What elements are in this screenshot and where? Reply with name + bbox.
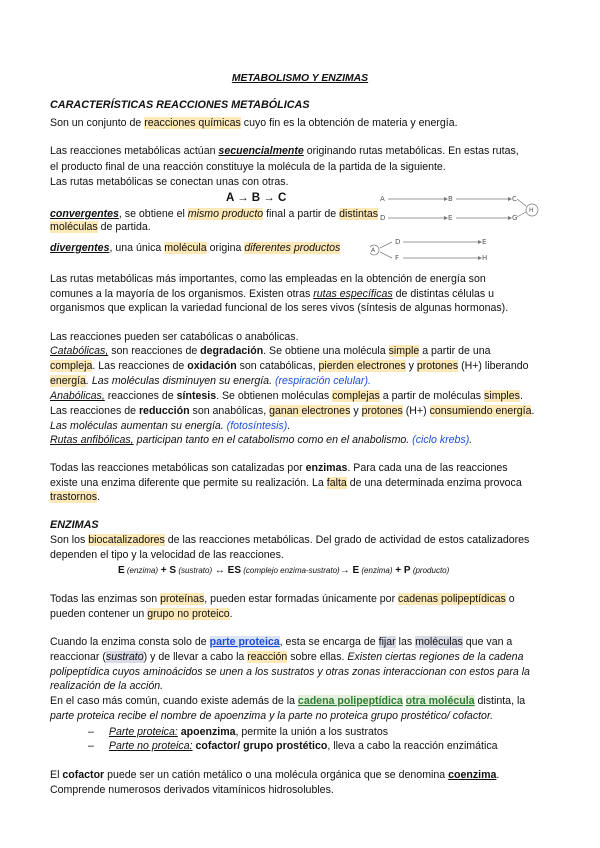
list-item: – Parte no proteica: cofactor/ grupo prostético, lleva a cabo la reacción enzimática [88,740,498,752]
diagram-label: A [380,195,385,203]
diagram-label: E [482,238,487,246]
paragraph-line: energía. Las moléculas disminuyen su energía. (respiración celular). [50,375,371,387]
paragraph-line: dependen el tipo y la velocidad de las reacciones. [50,549,284,561]
paragraph-line: En el caso más común, cuando existe además de la cadena polipeptídica otra molécula distinta, la [50,695,526,707]
paragraph-line: Las moléculas aumentan su energía. (fotosíntesis). [50,420,291,432]
section-heading-enzimas: ENZIMAS [50,519,99,531]
paragraph-line: Las reacciones pueden ser catabólicas o anabólicas. [50,331,299,343]
paragraph-line: El cofactor puede ser un catión metálico o una molécula orgánica que se denomina coenzima. [50,769,500,781]
diagram-label: H [529,207,534,214]
paragraph-line: Todas las enzimas son proteínas, pueden estar formadas únicamente por cadenas polipeptídicas o [50,593,515,605]
paragraph-line: realización de la acción. [50,680,164,692]
paragraph-line: Las rutas metabólicas se conectan unas con otras. [50,176,289,188]
route-diagram [370,188,550,268]
paragraph-line: trastornos. [50,491,101,503]
diagram-label: E [448,214,453,222]
diagram-label: D [380,214,386,222]
paragraph-line: Las reacciones metabólicas actúan secuencialmente originando rutas metabólicas. En estas rutas, [50,145,519,157]
paragraph-line: parte proteica recibe el nombre de apoenzima y la parte no proteica grupo prostético/ cofactor. [50,710,494,722]
amphibolic-line: Rutas anfibólicas, participan tanto en el catabolismo como en el anabolismo. (ciclo krebs). [50,434,473,446]
paragraph-line: comunes a la mayoría de los organismos. Existen otras rutas específicas de distintas células u [50,288,494,300]
diagram-label: A [371,247,376,254]
convergent-line: convergentes, se obtiene el mismo producto final a partir de distintas [50,208,379,220]
paragraph-line: existe una enzima diferente que permite su realización. La falta de una determinada enzima provoca [50,477,522,489]
paragraph-line: compleja. Las reacciones de oxidación son catabólicas, pierden electrones y protones (H+) liberando [50,360,529,372]
section-heading-caracteristicas: CARACTERÍSTICAS REACCIONES METABÓLICAS [50,99,310,111]
paragraph-line: Todas las reacciones metabólicas son catalizadas por enzimas. Para cada una de las reacciones [50,462,508,474]
paragraph-line: Las rutas metabólicas más importantes, como las empleadas en la obtención de energía son [50,273,486,285]
page-title: METABOLISMO Y ENZIMAS [231,73,369,84]
diagram-label: B [448,195,453,203]
route-example: A → B → C [226,192,287,204]
enzyme-equation: E (enzima) + S (sustrato) ↔ ES (complejo enzima-sustrato)→ E (enzima) + P (producto) [118,565,450,576]
paragraph-line: reaccionar (sustrato) y de llevar a cabo la reacción sobre ellas. Existen ciertas regiones de la cadena [50,651,524,663]
diagram-label: G [512,214,518,222]
paragraph-line: pueden contener un grupo no proteico. [50,608,233,620]
paragraph-line: Son un conjunto de reacciones químicas cuyo fin es la obtención de materia y energía. [50,117,458,129]
catabolic-line: Catabólicas, son reacciones de degradación. Se obtiene una molécula simple a partir de una [50,345,491,357]
paragraph-line: organismos que explican la variedad funcional de los seres vivos (síntesis de algunas hormonas). [50,302,509,314]
paragraph-line: Son los biocatalizadores de las reacciones metabólicas. Del grado de actividad de estos catalizadores [50,534,530,546]
list-item: – Parte proteica: apoenzima, permite la unión a los sustratos [88,726,389,738]
paragraph-line: Las reacciones de reducción son anabólicas, ganan electrones y protones (H+) consumiendo energía. [50,405,535,417]
diagram-label: H [482,254,488,262]
divergent-line: divergentes, una única molécula origina diferentes productos [50,242,341,254]
paragraph-line: el producto final de una reacción constituye la molécula de la partida de la siguiente. [50,161,446,173]
diagram-label: C [512,195,517,203]
paragraph-line: Comprende numerosos derivados vitamínicos hidrosolubles. [50,784,334,796]
diagram-label: F [395,254,400,262]
paragraph-line: Cuando la enzima consta solo de parte proteica, esta se encarga de fijar las moléculas que van a [50,636,513,648]
anabolic-line: Anabólicas, reacciones de síntesis. Se obtienen moléculas complejas a partir de moléculas simples. [50,390,523,402]
diagram-label: D [395,238,401,246]
convergent-line: moléculas de partida. [50,221,151,233]
paragraph-line: polipeptídica cuyos aminoácidos se unen a los sustratos y otras zonas interaccionan con estos para la [50,666,530,678]
